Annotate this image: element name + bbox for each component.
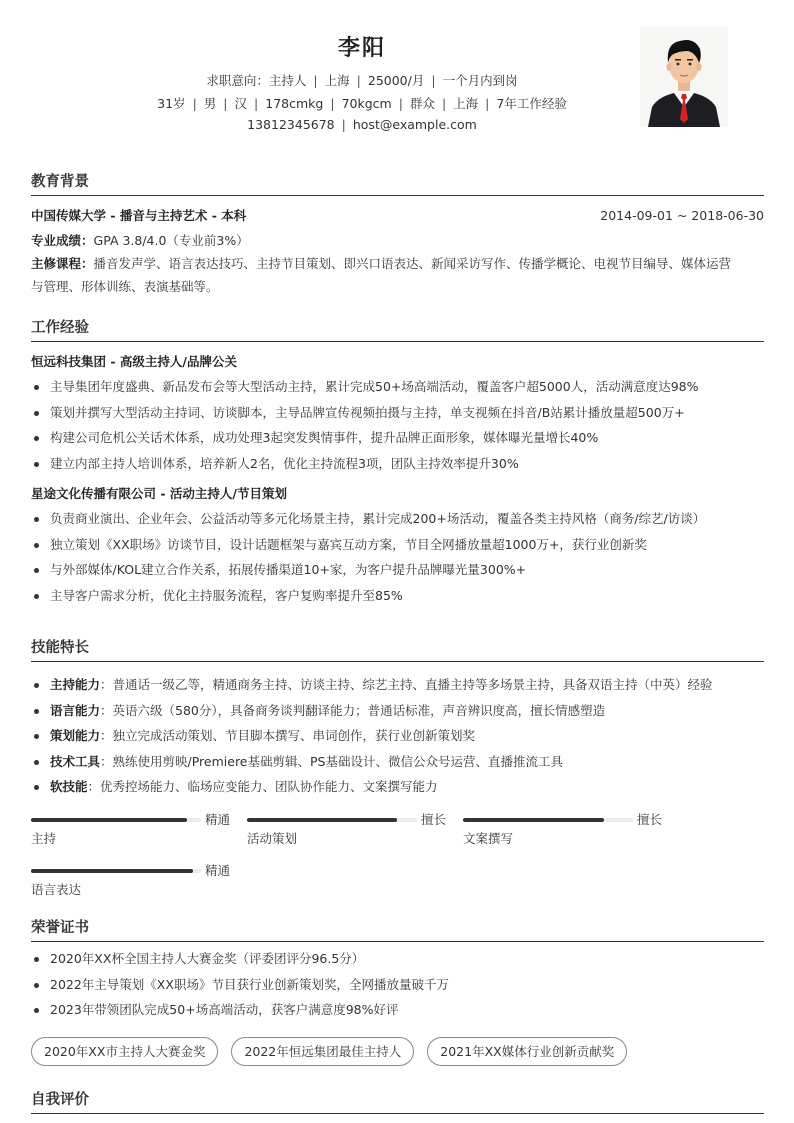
honor-item: 2020年XX杯全国主持人大赛金奖（评委团评分96.5分） (31, 946, 764, 972)
separator: | (431, 73, 436, 88)
skill-level: 精通 (205, 863, 231, 878)
skill-text: ：熟练使用剪映/Premiere基础剪辑、PS基础设计、微信公众号运营、直播推流工具 (100, 753, 563, 769)
skill-item (31, 672, 764, 698)
honor-tag: 2021年XX媒体行业创新贡献奖 (427, 1037, 627, 1066)
skill-text: ：英语六级（580分），具备商务谈判翻译能力；普通话标准，声音辨识度高，擅长情感塑造 (100, 702, 606, 718)
score-value: GPA 3.8/4.0（专业前3%） (93, 233, 249, 248)
job-bullet: 主导客户需求分析，优化主持服务流程，客户复购率提升至85% (31, 583, 764, 609)
skill-text: ：独立完成活动策划、节目脚本撰写、串词创作，获行业创新策划奖 (100, 728, 476, 743)
separator: | (398, 96, 403, 111)
job-heading: 星途文化传播有限公司 - 活动主持人/节目策划 (31, 486, 287, 501)
score-label: 专业成绩： (31, 233, 94, 248)
separator: | (330, 96, 335, 111)
height: 178cmkg (265, 96, 324, 111)
job-bullet: 负责商业演出、企业年会、公益活动等多元化场景主持，累计完成200+场活动，覆盖各类主持风格（商务/综艺/访谈） (31, 506, 764, 532)
skill-level: 擅长 (637, 812, 663, 827)
honor-item: 2022年主导策划《XX职场》节目获行业创新策划奖，全网播放量破千万 (31, 972, 764, 998)
progress-track (31, 869, 201, 873)
progress-fill (463, 818, 604, 822)
honor-tags (31, 1037, 627, 1066)
courses-value: 播音发声学、语言表达技巧、主持节目策划、即兴口语表达、新闻采访写作、传播学概论、电视节目编导、媒体运营 (93, 256, 732, 271)
progress-track (463, 818, 633, 822)
education-date: 2014-09-01 ~ 2018-06-30 (600, 208, 764, 223)
separator: | (254, 96, 259, 111)
section-title-skills: 技能特长 (31, 638, 764, 662)
skill-label: 主持能力 (50, 677, 101, 692)
skill-text: ：普通话一级乙等，精通商务主持、访谈主持、综艺主持、直播主持等多场景主持，具备双语主持（中英）经验 (100, 677, 713, 692)
education-courses-cont: 与管理、形体训练、表演基础等。 (31, 279, 219, 294)
work-section (31, 318, 764, 608)
honors-list (31, 946, 764, 1023)
expected-salary: 25000/月 (367, 73, 425, 88)
progress-fill (31, 818, 187, 822)
separator: | (223, 96, 228, 111)
skill-bar-label: 活动策划 (247, 831, 298, 846)
self-eval-section (31, 1090, 764, 1114)
separator: | (485, 96, 490, 111)
school-degree: 中国传媒大学 - 播音与主持艺术 - 本科 (31, 208, 247, 223)
section-title-education: 教育背景 (31, 172, 764, 196)
job-bullet: 构建公司危机公关话术体系，成功处理3起突发舆情事件，提升品牌正面形象，媒体曝光量增长40% (31, 425, 764, 451)
contact-line (31, 117, 693, 132)
honor-tag: 2020年XX市主持人大赛金奖 (31, 1037, 218, 1066)
skill-bar-label: 文案撰写 (463, 831, 514, 846)
section-title-work: 工作经验 (31, 318, 764, 342)
skill-label: 软技能 (50, 779, 88, 794)
progress-track (247, 818, 417, 822)
residence: 上海 (453, 96, 479, 111)
skill-item (31, 774, 764, 800)
experience-years: 7年工作经验 (496, 96, 567, 111)
availability: 一个月内到岗 (442, 73, 518, 88)
gender: 男 (203, 96, 217, 111)
progress-fill (31, 869, 193, 873)
education-section (31, 172, 764, 298)
phone[interactable]: 13812345678 (247, 117, 335, 132)
email[interactable]: host@example.com (352, 117, 477, 132)
skill-item (31, 749, 764, 775)
job-bullets (31, 374, 764, 476)
personal-info-line (31, 94, 693, 112)
avatar-icon (640, 27, 728, 127)
avatar-photo (640, 27, 728, 127)
section-title-honors: 荣誉证书 (31, 918, 764, 942)
separator: | (192, 96, 197, 111)
job-bullet: 建立内部主持人培训体系，培养新人2名，优化主持流程3项，团队主持效率提升30% (31, 451, 764, 477)
separator: | (341, 117, 346, 132)
progress-track (31, 818, 201, 822)
skill-item (31, 698, 764, 724)
section-title-self-eval: 自我评价 (31, 1090, 764, 1114)
job-heading: 恒远科技集团 - 高级主持人/品牌公关 (31, 354, 237, 369)
separator: | (313, 73, 318, 88)
honor-item: 2023年带领团队完成50+场高端活动，获客户满意度98%好评 (31, 997, 764, 1023)
job-bullet: 策划并撰写大型活动主持词、访谈脚本，主导品牌宣传视频拍摄与主持，单支视频在抖音/B站累计播放量超500万+ (31, 400, 764, 426)
age: 31岁 (157, 96, 186, 111)
job-intent: 求职意向：主持人 (206, 73, 307, 88)
skill-label: 语言能力 (50, 702, 101, 718)
skill-item (31, 723, 764, 749)
skill-level: 擅长 (421, 812, 447, 827)
resume-header (31, 0, 763, 152)
skill-level: 精通 (205, 812, 231, 827)
education-entry-head (31, 206, 764, 226)
education-courses (31, 252, 764, 275)
progress-fill (247, 818, 397, 822)
job-bullet: 主导集团年度盛典、新品发布会等大型活动主持，累计完成50+场高端活动，覆盖客户超5000人，活动满意度达98% (31, 374, 764, 400)
skill-label: 策划能力 (50, 728, 101, 743)
job-city: 上海 (324, 73, 350, 88)
skill-bar-label: 主持 (31, 831, 57, 846)
education-score (31, 229, 764, 252)
political-status: 群众 (409, 96, 435, 111)
skill-bar-label: 语言表达 (31, 882, 82, 897)
courses-label: 主修课程： (31, 256, 94, 271)
separator: | (356, 73, 361, 88)
skills-section (31, 638, 764, 800)
skills-list (31, 672, 764, 800)
job-bullet: 独立策划《XX职场》访谈节目，设计话题框架与嘉宾互动方案，节目全网播放量超1000万+，获行业创新奖 (31, 532, 764, 558)
skill-text: ：优秀控场能力、临场应变能力、团队协作能力、文案撰写能力 (87, 779, 438, 794)
job-bullets (31, 506, 764, 608)
separator: | (441, 96, 447, 111)
ethnicity: 汉 (234, 96, 248, 111)
honor-tag: 2022年恒远集团最佳主持人 (231, 1037, 414, 1066)
weight: 70kgcm (341, 96, 392, 111)
skill-label: 技术工具 (50, 753, 101, 769)
honors-section (31, 918, 764, 1023)
job-intent-line (31, 71, 693, 89)
candidate-name: 李阳 (337, 36, 386, 61)
job-bullet: 与外部媒体/KOL建立合作关系，拓展传播渠道10+家，为客户提升品牌曝光量300%+ (31, 557, 764, 583)
